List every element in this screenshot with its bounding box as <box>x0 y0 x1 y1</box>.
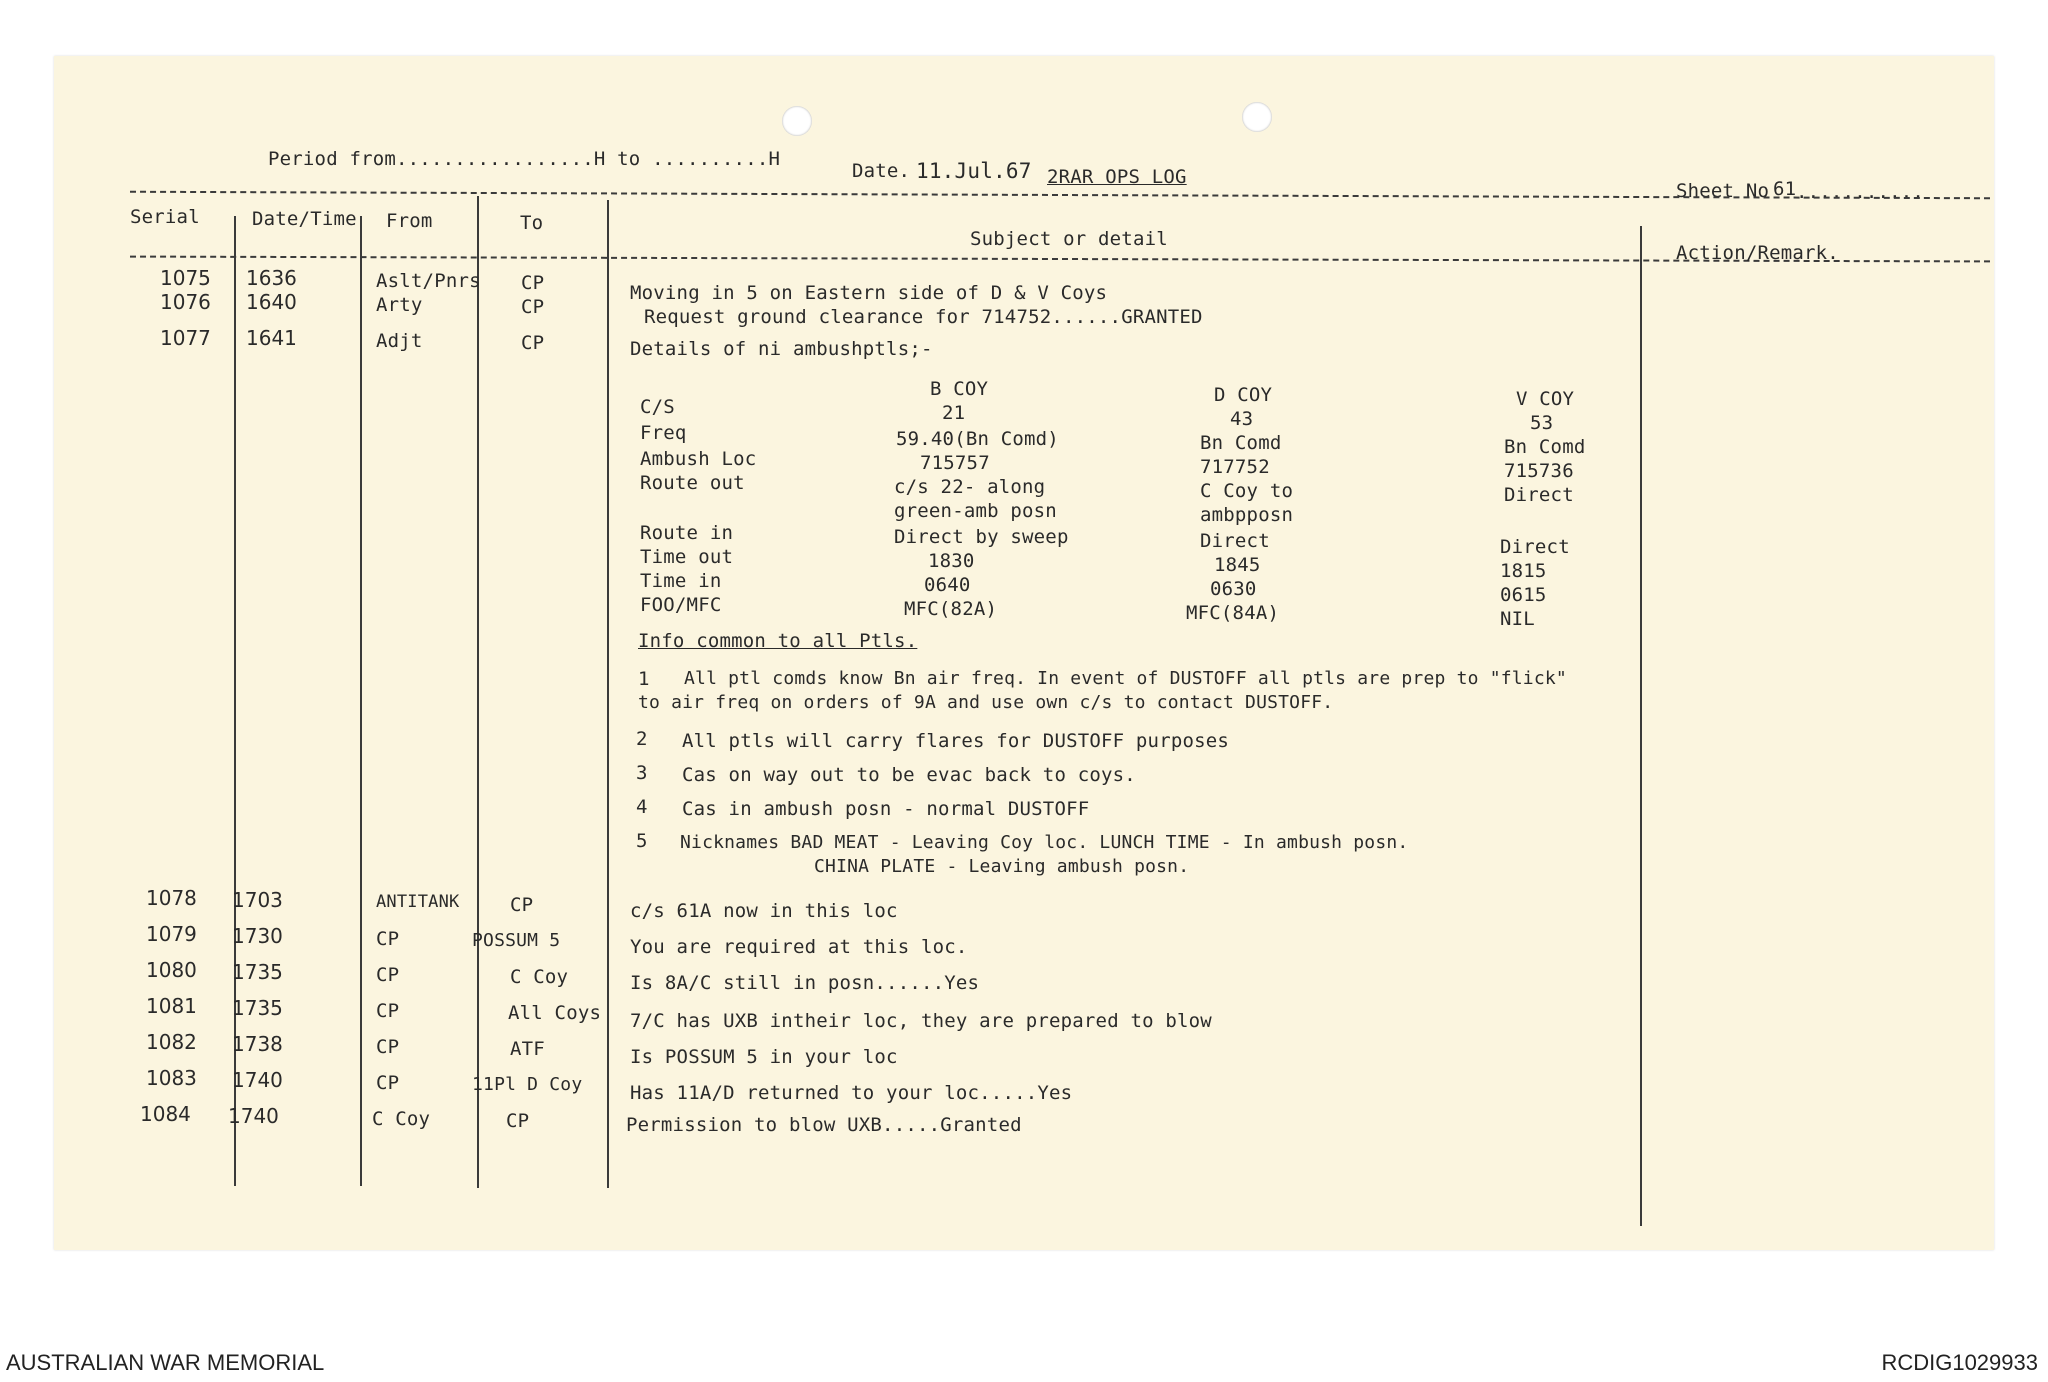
info-text-cont: to air freq on orders of 9A and use own c/s to contact DUSTOFF. <box>638 692 1334 713</box>
info-number: 4 <box>636 796 648 818</box>
to-cell: POSSUM 5 <box>472 930 561 951</box>
to-cell: ATF <box>510 1038 545 1060</box>
serial-cell: 1075 <box>160 266 211 290</box>
serial-cell: 1082 <box>146 1030 197 1054</box>
to-cell: CP <box>521 332 545 354</box>
col-header-from: From <box>386 210 433 232</box>
info-text: All ptls will carry flares for DUSTOFF purposes <box>682 730 1230 752</box>
serial-cell: 1078 <box>146 886 197 910</box>
info-text: Nicknames BAD MEAT - Leaving Coy loc. LUNCH TIME - In ambush posn. <box>680 832 1409 853</box>
from-cell: CP <box>376 1000 400 1022</box>
ambush-label: FOO/MFC <box>640 594 722 616</box>
col-divider-4 <box>607 200 609 1188</box>
info-text: All ptl comds know Bn air freq. In event of DUSTOFF all ptls are prep to "flick" <box>684 668 1567 689</box>
b-coy-time-out: 1830 <box>928 550 975 572</box>
v-coy-time-out: 1815 <box>1500 560 1547 582</box>
time-cell: 1730 <box>232 924 283 948</box>
ambush-label: Route out <box>640 472 745 494</box>
to-cell: C Coy <box>510 966 569 988</box>
v-coy-route-in: Direct <box>1500 536 1570 558</box>
time-cell: 1703 <box>232 888 283 912</box>
d-coy-freq: Bn Comd <box>1200 432 1282 454</box>
time-cell: 1641 <box>246 326 297 350</box>
v-coy-route-out: Direct <box>1504 484 1574 506</box>
from-cell: Aslt/Pnrs <box>376 270 481 292</box>
serial-cell: 1083 <box>146 1066 197 1090</box>
b-coy-loc: 715757 <box>920 452 990 474</box>
sheet-dots: ........... <box>1796 181 1925 203</box>
d-coy-route-out-2: ambpposn <box>1200 504 1294 526</box>
serial-cell: 1079 <box>146 922 197 946</box>
detail-cell: c/s 61A now in this loc <box>630 900 898 922</box>
b-coy-route-in: Direct by sweep <box>894 526 1069 548</box>
to-cell: All Coys <box>508 1002 602 1024</box>
col-header-datetime: Date/Time <box>252 208 357 230</box>
col-header-action: Action/Remark. <box>1676 242 1839 264</box>
col-header-subject: Subject or detail <box>970 228 1168 250</box>
info-text-cont: CHINA PLATE - Leaving ambush posn. <box>814 856 1190 877</box>
time-cell: 1640 <box>246 290 297 314</box>
info-number: 1 <box>638 668 650 690</box>
punch-hole-left <box>782 106 812 136</box>
to-cell: 11Pl D Coy <box>472 1074 583 1095</box>
v-coy-foo: NIL <box>1500 608 1535 630</box>
date-label: Date. <box>852 160 911 182</box>
d-coy-route-out-1: C Coy to <box>1200 480 1294 502</box>
info-text: Cas in ambush posn - normal DUSTOFF <box>682 798 1090 820</box>
info-number: 3 <box>636 762 648 784</box>
detail-cell: You are required at this loc. <box>630 936 968 958</box>
time-cell: 1636 <box>246 266 297 290</box>
v-coy-heading: V COY <box>1516 388 1575 410</box>
ambush-label: Time in <box>640 570 722 592</box>
log-sheet <box>54 56 1994 1250</box>
info-number: 2 <box>636 728 648 750</box>
log-title: 2RAR OPS LOG <box>1047 166 1187 188</box>
from-cell: CP <box>376 1036 400 1058</box>
col-header-to: To <box>520 212 544 234</box>
time-cell: 1738 <box>232 1032 283 1056</box>
from-cell: Arty <box>376 294 423 316</box>
detail-cell: Details of ni ambushptls;- <box>630 338 933 360</box>
from-cell: CP <box>376 928 400 950</box>
date-value: 11.Jul.67 <box>916 159 1032 183</box>
sheet-label: Sheet No <box>1676 180 1770 202</box>
b-coy-heading: B COY <box>930 378 989 400</box>
detail-cell: Request ground clearance for 714752......GRANTED <box>644 306 1203 328</box>
b-coy-route-out-1: c/s 22- along <box>894 476 1046 498</box>
from-cell: C Coy <box>372 1108 431 1130</box>
time-cell: 1740 <box>228 1104 279 1128</box>
ambush-label: Ambush Loc <box>640 448 757 470</box>
time-cell: 1735 <box>232 960 283 984</box>
to-cell: CP <box>521 272 545 294</box>
detail-cell: Moving in 5 on Eastern side of D & V Coys <box>630 282 1108 304</box>
footer-credit: AUSTRALIAN WAR MEMORIAL <box>6 1350 325 1375</box>
ambush-label: Freq <box>640 422 687 444</box>
d-coy-foo: MFC(84A) <box>1186 602 1280 624</box>
time-cell: 1735 <box>232 996 283 1020</box>
detail-cell: Permission to blow UXB.....Granted <box>626 1114 1022 1136</box>
serial-cell: 1084 <box>140 1102 191 1126</box>
v-coy-freq: Bn Comd <box>1504 436 1586 458</box>
d-coy-loc: 717752 <box>1200 456 1270 478</box>
detail-cell: Is 8A/C still in posn......Yes <box>630 972 980 994</box>
b-coy-route-out-2: green-amb posn <box>894 500 1057 522</box>
col-divider-2 <box>360 216 362 1186</box>
from-cell: ANTITANK <box>376 892 460 912</box>
d-coy-cs: 43 <box>1230 408 1254 430</box>
col-header-serial: Serial <box>130 206 200 228</box>
from-cell: CP <box>376 964 400 986</box>
v-coy-time-in: 0615 <box>1500 584 1547 606</box>
footer-id: RCDIG1029933 <box>1881 1350 2038 1375</box>
serial-cell: 1076 <box>160 290 211 314</box>
to-cell: CP <box>521 296 545 318</box>
sheet-number: 61 <box>1773 178 1797 200</box>
b-coy-freq: 59.40(Bn Comd) <box>896 428 1059 450</box>
d-coy-route-in: Direct <box>1200 530 1270 552</box>
detail-cell: 7/C has UXB intheir loc, they are prepared to blow <box>630 1010 1212 1032</box>
info-text: Cas on way out to be evac back to coys. <box>682 764 1136 786</box>
d-coy-time-in: 0630 <box>1210 578 1257 600</box>
to-cell: CP <box>510 894 534 916</box>
d-coy-time-out: 1845 <box>1214 554 1261 576</box>
ambush-label: C/S <box>640 396 675 418</box>
detail-cell: Has 11A/D returned to your loc.....Yes <box>630 1082 1073 1104</box>
to-cell: CP <box>506 1110 530 1132</box>
time-cell: 1740 <box>232 1068 283 1092</box>
detail-cell: Is POSSUM 5 in your loc <box>630 1046 898 1068</box>
v-coy-cs: 53 <box>1530 412 1554 434</box>
b-coy-foo: MFC(82A) <box>904 598 998 620</box>
col-divider-5 <box>1640 226 1642 1226</box>
col-divider-3 <box>477 196 479 1188</box>
ambush-label: Route in <box>640 522 734 544</box>
b-coy-cs: 21 <box>942 402 966 424</box>
info-number: 5 <box>636 830 648 852</box>
serial-cell: 1081 <box>146 994 197 1018</box>
serial-cell: 1080 <box>146 958 197 982</box>
period-field: Period from.................H to ..........H <box>268 148 781 170</box>
ambush-label: Time out <box>640 546 734 568</box>
punch-hole-right <box>1242 102 1272 132</box>
from-cell: CP <box>376 1072 400 1094</box>
info-heading: Info common to all Ptls. <box>638 630 918 652</box>
from-cell: Adjt <box>376 330 423 352</box>
v-coy-loc: 715736 <box>1504 460 1574 482</box>
serial-cell: 1077 <box>160 326 211 350</box>
d-coy-heading: D COY <box>1214 384 1273 406</box>
b-coy-time-in: 0640 <box>924 574 971 596</box>
